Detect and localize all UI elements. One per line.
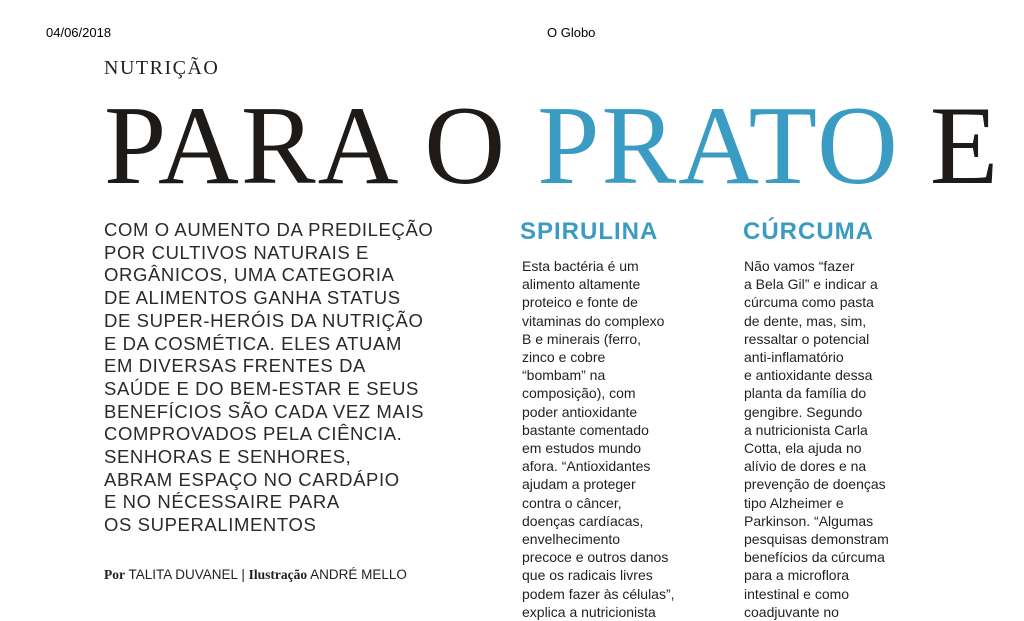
curcuma-line: e antioxidante dessa (744, 367, 873, 384)
curcuma-line: coadjuvante no (744, 603, 839, 620)
byline-separator: | (241, 567, 245, 582)
curcuma-line: Cotta, ela ajuda no (744, 440, 862, 457)
curcuma-line: Não vamos “fazer (744, 258, 855, 274)
headline-part-2: E (929, 84, 1001, 208)
curcuma-line: a nutricionista Carla (744, 421, 868, 438)
curcuma-line: Parkinson. “Algumas (744, 512, 874, 529)
section-label: NUTRIÇÃO (104, 57, 220, 79)
lede-line: DE ALIMENTOS GANHA STATUS (104, 287, 401, 309)
lede-line: SENHORAS E SENHORES, (104, 446, 352, 468)
spirulina-line: podem fazer às células”, (522, 585, 675, 602)
spirulina-line: proteico e fonte de (522, 294, 638, 311)
curcuma-line: intestinal e como (744, 585, 850, 602)
lede-line: EM DIVERSAS FRENTES DA (104, 355, 366, 377)
publication-name: O Globo (547, 25, 596, 40)
curcuma-line: a Bela Gil” e indicar a (744, 276, 878, 293)
spirulina-line: em estudos mundo (522, 440, 642, 457)
lede-line: COMPROVADOS PELA CIÊNCIA. (104, 423, 403, 445)
spirulina-line: contra o câncer, (522, 494, 622, 511)
lede-line: ORGÂNICOS, UMA CATEGORIA (104, 264, 395, 286)
curcuma-line: pesquisas demonstram (744, 531, 889, 548)
lede-line: BENEFÍCIOS SÃO CADA VEZ MAIS (104, 400, 425, 422)
lede-line: POR CULTIVOS NATURAIS E (104, 241, 369, 263)
headline-part-1: PARA O (104, 84, 508, 208)
spirulina-line: doenças cardíacas, (522, 512, 644, 529)
byline (104, 567, 407, 583)
spirulina-line: vitaminas do complexo (522, 312, 665, 329)
byline-author: TALITA DUVANEL (128, 567, 238, 582)
lede-line: OS SUPERALIMENTOS (104, 514, 317, 536)
spirulina-line: poder antioxidante (522, 403, 638, 420)
spirulina-body (522, 257, 675, 621)
curcuma-line: para a microflora (744, 567, 850, 584)
spirulina-line: ajudam a proteger (522, 476, 636, 493)
lede-line: COM O AUMENTO DA PREDILEÇÃO (104, 219, 434, 240)
curcuma-line: planta da família do (744, 385, 867, 402)
curcuma-line: anti-inflamatório (744, 349, 844, 366)
curcuma-line: tipo Alzheimer e (744, 494, 844, 511)
lede-line: ABRAM ESPAÇO NO CARDÁPIO (104, 468, 400, 490)
spirulina-line: zinco e cobre (522, 349, 606, 366)
clipping-date: 04/06/2018 (46, 25, 112, 40)
curcuma-line: de dente, mas, sim, (744, 312, 867, 329)
spirulina-line: afora. “Antioxidantes (522, 458, 651, 475)
spirulina-title: SPIRULINA (520, 218, 659, 245)
headline-accent: PRATO (537, 84, 900, 208)
curcuma-line: ressaltar o potencial (744, 330, 870, 347)
spirulina-line: precoce e outros danos (522, 549, 669, 566)
curcuma-body (744, 257, 889, 621)
lede (104, 219, 479, 537)
byline-illustrator: ANDRÉ MELLO (310, 567, 407, 582)
spirulina-line: B e minerais (ferro, (522, 330, 642, 347)
spirulina-line: “bombam” na (522, 367, 606, 384)
spirulina-line: composição), com (522, 385, 636, 402)
curcuma-line: alívio de dores e na (744, 458, 867, 475)
spirulina-line: alimento altamente (522, 276, 641, 293)
spirulina-line: bastante comentado (522, 421, 649, 438)
curcuma-line: prevenção de doenças (744, 476, 886, 493)
curcuma-line: benefícios da cúrcuma (744, 549, 885, 566)
lede-line: DE SUPER-HERÓIS DA NUTRIÇÃO (104, 309, 424, 331)
headline (104, 84, 1001, 208)
byline-illustration-label: Ilustração (248, 567, 308, 582)
lede-line: E NO NÉCESSAIRE PARA (104, 491, 340, 513)
spirulina-line: envelhecimento (522, 531, 621, 548)
curcuma-line: gengibre. Segundo (744, 403, 863, 420)
curcuma-line: cúrcuma como pasta (744, 294, 874, 311)
spirulina-line: explica a nutricionista (522, 603, 656, 620)
spirulina-line: Esta bactéria é um (522, 258, 639, 274)
byline-por: Por (104, 567, 125, 582)
curcuma-title: CÚRCUMA (743, 218, 874, 245)
lede-line: SAÚDE E DO BEM-ESTAR E SEUS (104, 377, 420, 399)
lede-line: E DA COSMÉTICA. ELES ATUAM (104, 332, 402, 354)
spirulina-line: que os radicais livres (522, 567, 653, 584)
